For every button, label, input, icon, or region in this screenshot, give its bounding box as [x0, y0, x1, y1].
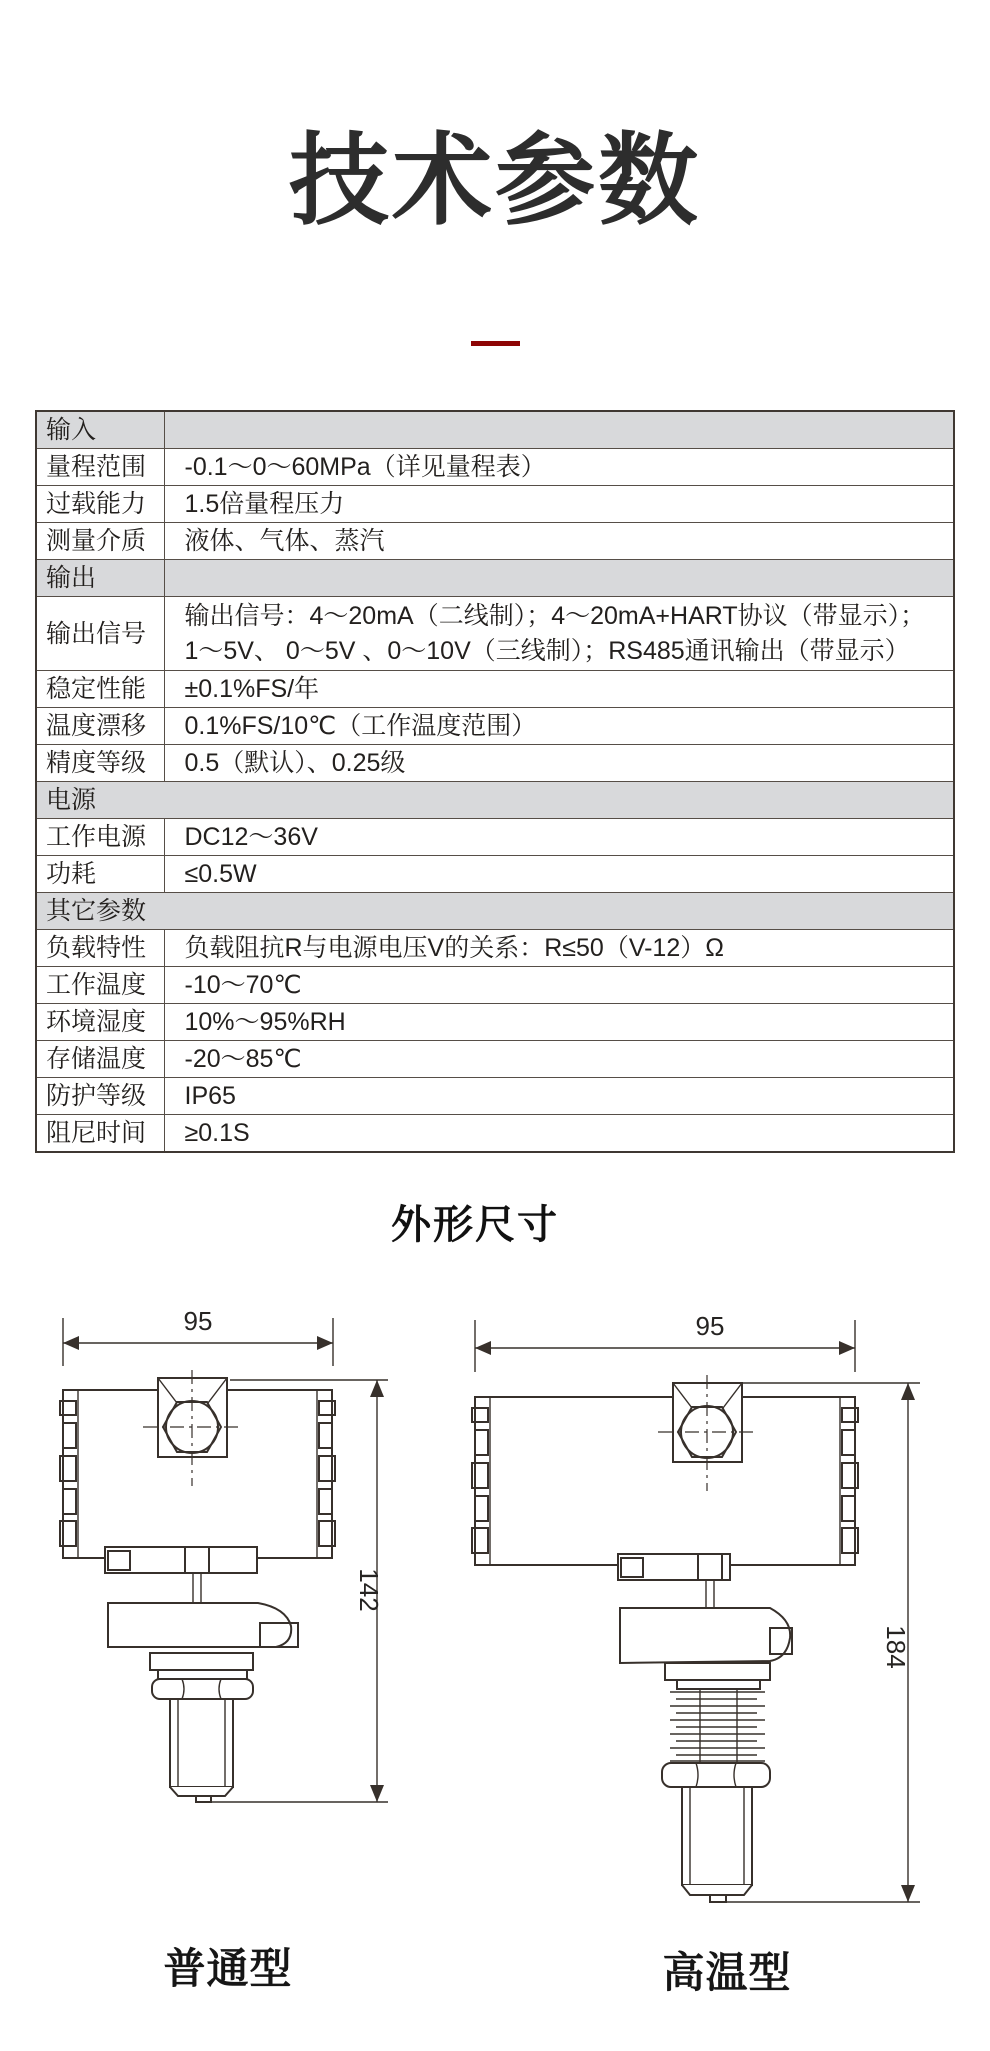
spec-row — [36, 819, 954, 856]
drawing-standard-type — [30, 1290, 390, 1815]
spec-value: DC12～36V — [164, 819, 954, 856]
drawing-high-temp-type — [430, 1290, 990, 1920]
spec-value: -0.1～0～60MPa（详见量程表） — [164, 449, 954, 486]
spec-row — [36, 523, 954, 560]
caption-standard-type: 普通型 — [163, 1945, 293, 1992]
spec-row — [36, 597, 954, 671]
width-dimension-right — [475, 1311, 855, 1372]
spec-label: 量程范围 — [36, 449, 164, 486]
spec-label: 过载能力 — [36, 486, 164, 523]
process-connection-right — [618, 1554, 792, 1902]
width-dimension-left — [63, 1306, 333, 1366]
housing-right — [472, 1397, 858, 1565]
spec-row — [36, 1004, 954, 1041]
standard-type-diagram — [30, 1290, 390, 1815]
spec-label: 负载特性 — [36, 930, 164, 967]
section-empty-cell — [164, 411, 954, 449]
section-label: 其它参数 — [36, 893, 954, 930]
spec-row — [36, 449, 954, 486]
spec-row — [36, 486, 954, 523]
spec-row — [36, 856, 954, 893]
spec-value-line: 输出信号：4～20mA（二线制）；4～20mA+HART协议（带显示）； — [184, 601, 926, 630]
spec-label: 输出信号 — [36, 597, 164, 671]
spec-row — [36, 1115, 954, 1153]
height-value-left: 142 — [354, 1568, 384, 1612]
spec-value: 0.1%FS/10℃（工作温度范围） — [164, 708, 954, 745]
spec-value — [164, 597, 954, 671]
spec-row — [36, 967, 954, 1004]
spec-value: -10～70℃ — [164, 967, 954, 1004]
spec-value: ≥0.1S — [164, 1115, 954, 1153]
caption-high-temp-type: 高温型 — [662, 1949, 792, 1996]
spec-value: 0.5（默认）、0.25级 — [164, 745, 954, 782]
spec-value: 10%～95%RH — [164, 1004, 954, 1041]
spec-value: ≤0.5W — [164, 856, 954, 893]
spec-value: IP65 — [164, 1078, 954, 1115]
spec-label: 工作电源 — [36, 819, 164, 856]
spec-table-body — [36, 411, 954, 1152]
spec-row — [36, 671, 954, 708]
section-label: 电源 — [36, 782, 954, 819]
page-title: 技术参数 — [289, 125, 701, 237]
height-value-right: 184 — [881, 1625, 911, 1669]
process-connection-left — [105, 1547, 298, 1802]
red-accent-dash — [471, 341, 520, 346]
section-row — [36, 411, 954, 449]
spec-label: 工作温度 — [36, 967, 164, 1004]
high-temp-type-diagram — [430, 1290, 990, 1920]
width-value-right: 95 — [695, 1311, 725, 1341]
spec-row — [36, 745, 954, 782]
top-cap-right — [658, 1375, 757, 1491]
section-row — [36, 782, 954, 819]
dimensions-heading: 外形尺寸 — [391, 1203, 559, 1247]
section-row — [36, 893, 954, 930]
spec-value: 液体、气体、蒸汽 — [164, 523, 954, 560]
section-row — [36, 560, 954, 597]
spec-value: ±0.1%FS/年 — [164, 671, 954, 708]
spec-value: -20～85℃ — [164, 1041, 954, 1078]
section-label: 输出 — [36, 560, 164, 597]
spec-label: 存储温度 — [36, 1041, 164, 1078]
spec-value-line: 1～5V、 0～5V 、0～10V（三线制）；RS485通讯输出（带显示） — [184, 636, 910, 665]
spec-label: 精度等级 — [36, 745, 164, 782]
spec-row — [36, 1041, 954, 1078]
width-value-left: 95 — [183, 1306, 213, 1336]
spec-value: 1.5倍量程压力 — [164, 486, 954, 523]
spec-label: 温度漂移 — [36, 708, 164, 745]
spec-row — [36, 708, 954, 745]
spec-row — [36, 930, 954, 967]
spec-label: 稳定性能 — [36, 671, 164, 708]
section-empty-cell — [164, 560, 954, 597]
spec-row — [36, 1078, 954, 1115]
cooling-fins — [670, 1689, 765, 1763]
spec-label: 阻尼时间 — [36, 1115, 164, 1153]
top-cap-left — [143, 1370, 242, 1486]
spec-label: 环境湿度 — [36, 1004, 164, 1041]
spec-label: 功耗 — [36, 856, 164, 893]
spec-value: 负载阻抗R与电源电压V的关系：R≤50（V-12）Ω — [164, 930, 954, 967]
section-label: 输入 — [36, 411, 164, 449]
spec-table — [35, 410, 955, 1153]
spec-label: 测量介质 — [36, 523, 164, 560]
spec-label: 防护等级 — [36, 1078, 164, 1115]
